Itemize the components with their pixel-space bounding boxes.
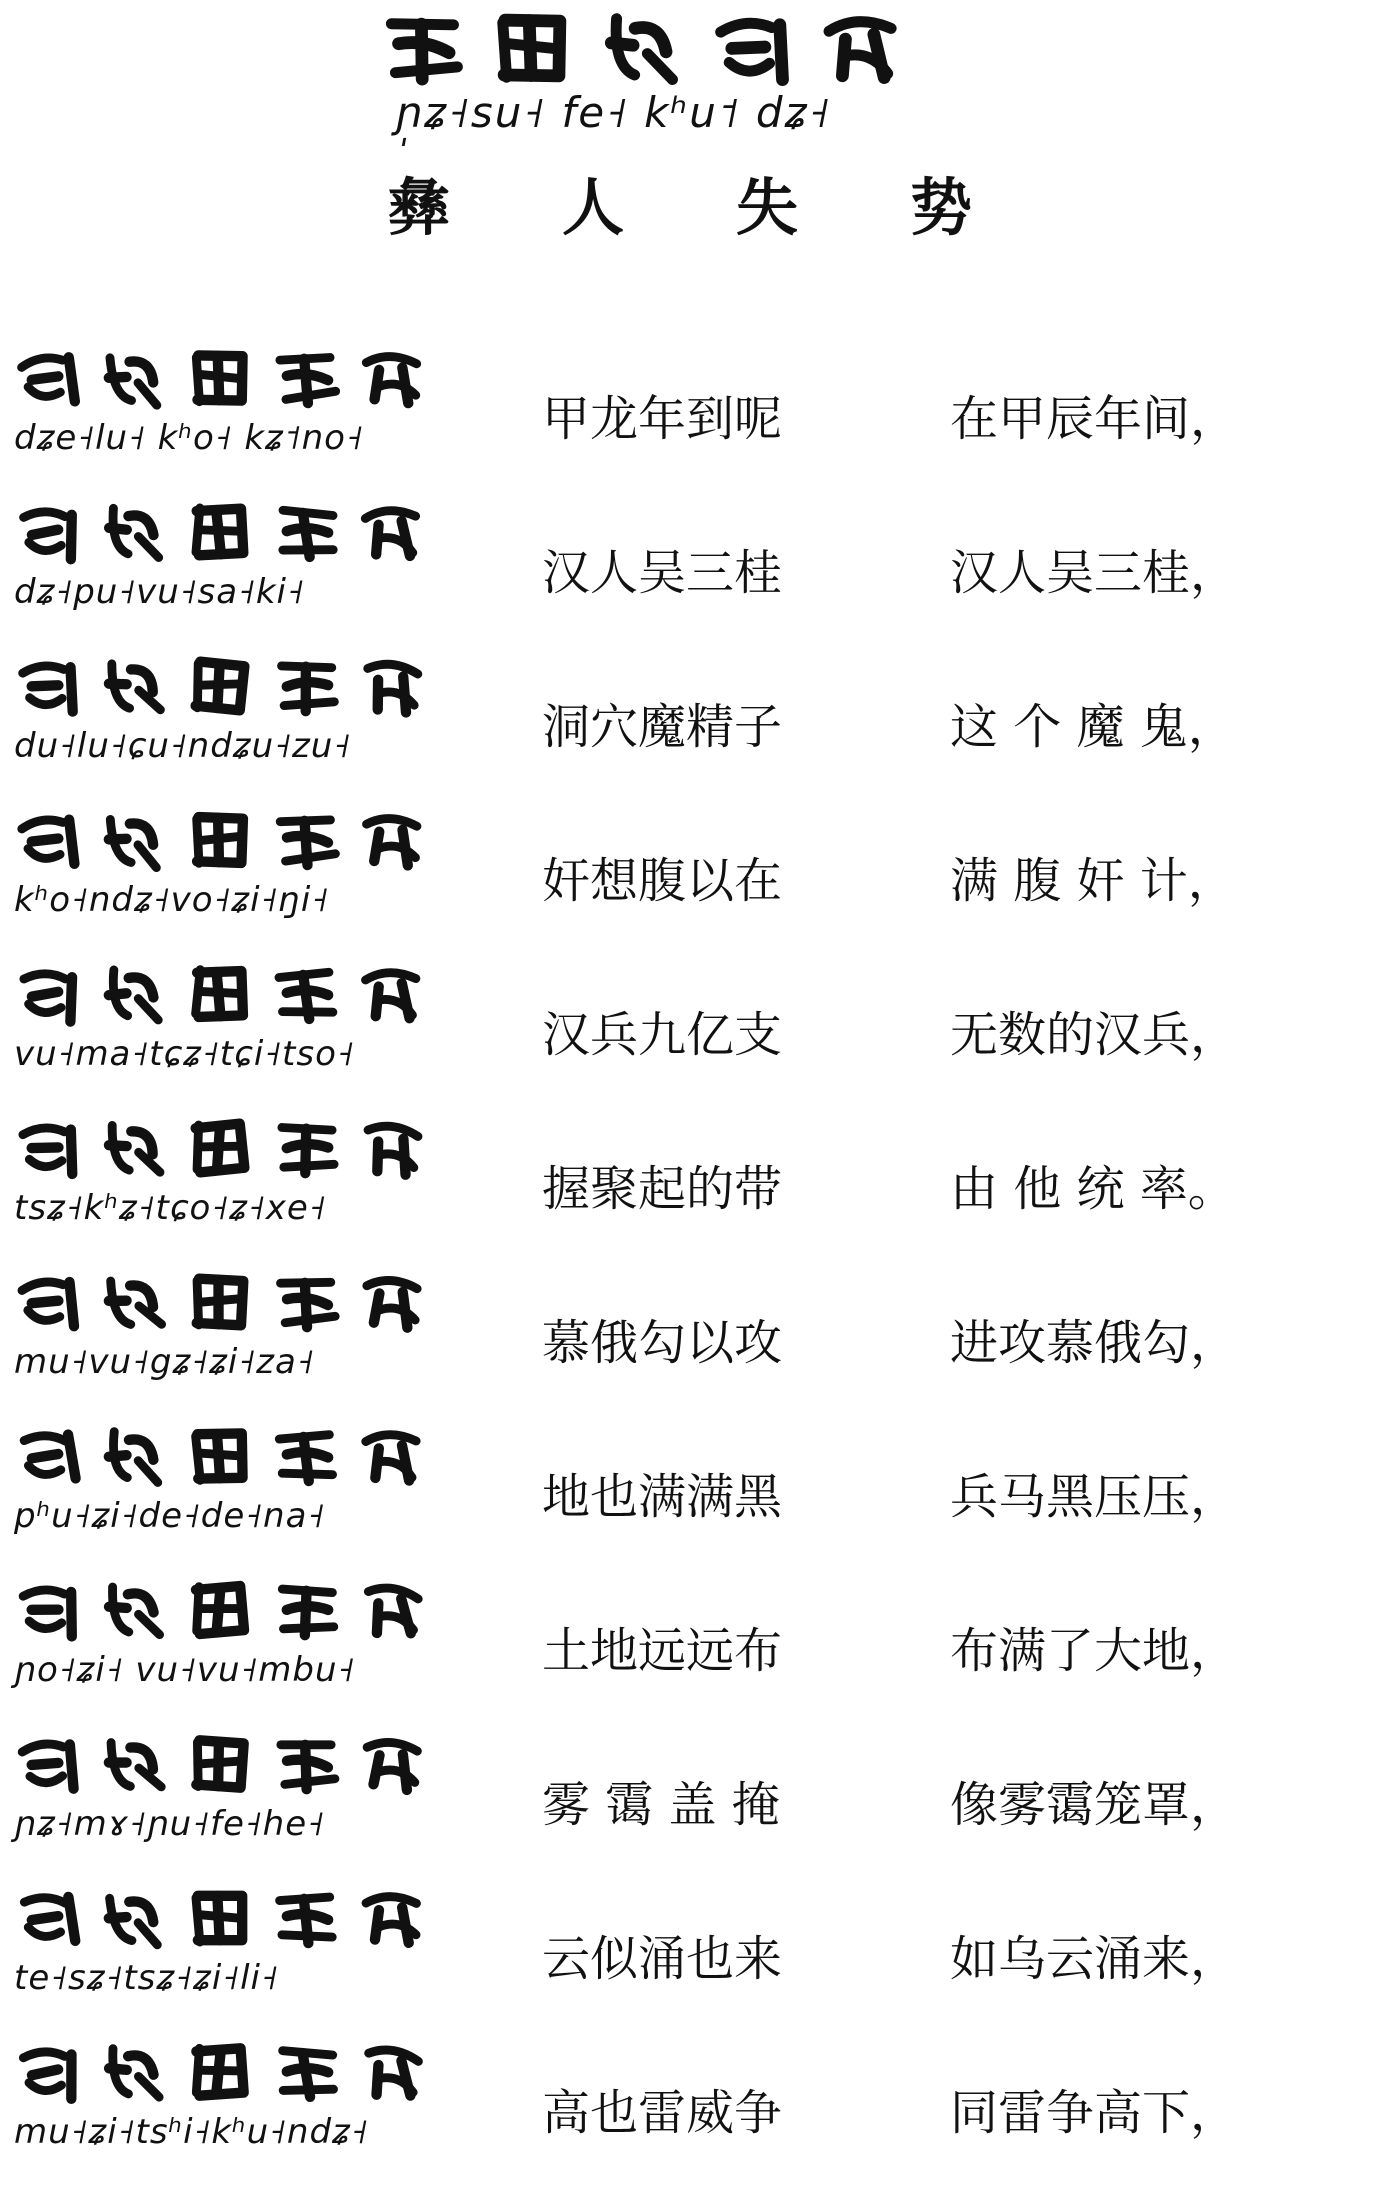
literal-translation: 云似涌也来 [542,1920,782,1989]
brush-stroke [28,1466,61,1475]
brush-stroke [24,1895,66,1906]
brush-stroke [402,521,410,557]
yi-glyph [358,960,426,1028]
phonetic-line: tsʑ˧kʰʑ˧tɕo˧ʑ˧xe˧ [14,1188,454,1228]
brush-stroke [109,684,127,685]
literal-translation: 握聚起的带 [542,1150,782,1219]
title-char: 失 [736,158,798,247]
poem-header [0,0,1392,260]
yi-glyph [14,806,82,874]
brush-stroke [367,1742,417,1751]
phonetic-line: mu˧vu˧gʑ˧ʑi˧za˧ [14,1342,454,1382]
brush-stroke [304,359,308,403]
yi-script-block [14,1882,454,2032]
yi-glyph [272,1114,340,1182]
brush-stroke [68,1434,76,1478]
brush-stroke [30,695,63,705]
free-translation: 在甲辰年间， [950,380,1238,449]
brush-stroke [69,1592,74,1636]
brush-stroke [29,1620,62,1629]
yi-glyph [100,1422,168,1490]
yi-glyph [14,1422,82,1490]
phonetic-line: kʰo˧ndʑ˧vo˧ʑi˧ŋi˧ [14,880,454,920]
brush-stroke [109,528,127,530]
free-translation: 进攻慕俄勾， [950,1304,1238,1373]
verse-row [0,2034,1392,2188]
literal-translation: 雾 霭 盖 掩 [542,1766,780,1835]
yi-glyph [100,2038,168,2106]
brush-stroke [109,1607,127,1608]
brush-stroke [303,975,309,1019]
brush-stroke [109,1455,127,1457]
brush-stroke [366,356,417,366]
yi-glyph [358,1576,426,1644]
brush-stroke [69,1130,74,1174]
yi-glyph [820,6,904,90]
yi-glyph-group [14,1574,454,1646]
phonetic-line: dʑ˧pu˧vu˧sa˧ki˧ [14,572,454,612]
title-char: 彝 [388,158,450,247]
yi-glyph [186,960,254,1028]
yi-glyph [186,344,254,412]
brush-stroke [216,510,221,554]
verse-row [0,1572,1392,1726]
verse-row [0,340,1392,494]
yi-glyph [272,344,340,412]
brush-stroke [129,823,153,844]
verse-row [0,802,1392,956]
yi-glyph [186,652,254,720]
yi-glyph [100,1576,168,1644]
brush-stroke [130,361,154,382]
yi-glyph-group [14,1728,454,1800]
brush-stroke [218,356,220,400]
brush-stroke [109,993,127,995]
yi-glyph [14,1114,82,1182]
brush-stroke [23,1590,65,1597]
brush-stroke [367,1280,417,1288]
phonetic-line: vu˧ma˧tɕʑ˧tɕi˧tso˧ [14,1034,454,1074]
free-translation: 满 腹 奸 计， [950,842,1236,911]
yi-glyph [600,6,684,90]
yi-glyph-group [14,496,454,568]
yi-glyph [186,498,254,566]
brush-stroke [67,977,75,1021]
phonetic-line: dʑe˧lu˧ kʰo˧ kʑ˦no˧ [14,418,454,458]
literal-translation: 土地远远布 [542,1612,782,1681]
brush-stroke [304,1745,309,1789]
yi-glyph [186,1730,254,1798]
brush-stroke [109,2068,127,2070]
yi-glyph [100,1884,168,1952]
brush-stroke [647,54,673,80]
brush-stroke [402,1445,409,1481]
yi-glyph [272,498,340,566]
brush-stroke [874,34,884,78]
yi-glyph [14,1730,82,1798]
yi-glyph [186,1114,254,1182]
yi-glyph [358,498,426,566]
literal-translation: 地也满满黑 [542,1458,782,1527]
yi-glyph [272,806,340,874]
brush-stroke [68,2054,74,2098]
brush-stroke [402,1907,409,1943]
free-translation: 像雾霭笼罩， [950,1766,1238,1835]
yi-glyph [100,1268,168,1336]
brush-stroke [304,1437,309,1481]
free-translation: 同雷争高下， [950,2074,1238,2143]
brush-stroke [32,992,59,997]
literal-translation: 高也雷威争 [542,2074,782,2143]
yi-glyph [14,1268,82,1336]
yi-glyph [100,498,168,566]
yi-glyph [358,806,426,874]
free-translation: 如乌云涌来， [950,1920,1238,1989]
yi-glyph [272,1730,340,1798]
brush-stroke [69,357,75,401]
brush-stroke [218,818,219,862]
title-char: 人 [562,158,624,247]
verse-row [0,1110,1392,1264]
brush-stroke [217,1588,221,1632]
brush-stroke [304,1283,308,1327]
verse-row [0,648,1392,802]
yi-glyph [710,6,794,90]
brush-stroke [138,2076,159,2097]
brush-stroke [32,839,59,842]
yi-glyph [100,960,168,1028]
literal-translation: 慕俄勾以攻 [542,1304,782,1373]
yi-glyph [272,960,340,1028]
yi-glyph [380,6,464,90]
free-translation: 无数的汉兵， [950,996,1238,1065]
brush-stroke [22,1743,64,1752]
literal-translation: 奸想腹以在 [542,842,782,911]
yi-glyph [272,652,340,720]
brush-stroke [29,2082,62,2091]
brush-stroke [729,60,770,73]
brush-stroke [218,1742,219,1786]
yi-glyph [358,652,426,720]
yi-glyph [272,1576,340,1644]
brush-stroke [69,819,74,863]
yi-script-block [14,1112,454,1262]
yi-glyph-group [14,342,454,414]
yi-glyph [14,2038,82,2106]
brush-stroke [828,18,891,35]
brush-stroke [303,513,310,557]
yi-script-block [14,1728,454,1878]
yi-glyph-group [14,1420,454,1492]
brush-stroke [217,1126,220,1170]
brush-stroke [21,356,63,367]
brush-stroke [29,1158,62,1168]
yi-glyph [358,1268,426,1336]
brush-stroke [779,25,784,80]
yi-glyph [358,2038,426,2106]
brush-stroke [365,970,416,983]
brush-stroke [129,1901,153,1922]
yi-glyph [186,1268,254,1336]
brush-stroke [109,1917,127,1918]
yi-glyph [272,2038,340,2106]
literal-translation: 洞穴魔精子 [542,688,782,757]
brush-stroke [402,368,408,403]
brush-stroke [30,1773,63,1785]
brush-stroke [23,1128,64,1135]
phonetic-line: ɲʑ˧mɤ˧ɲu˧fe˧he˧ [14,1804,454,1844]
yi-glyph [272,1422,340,1490]
brush-stroke [217,972,221,1016]
brush-stroke [32,1607,59,1613]
brush-stroke [32,376,59,379]
yi-glyph [186,1576,254,1644]
brush-stroke [24,511,66,520]
brush-stroke [217,1434,220,1478]
brush-stroke [303,667,309,711]
brush-stroke [24,1434,66,1444]
brush-stroke [32,2069,59,2075]
brush-stroke [68,515,75,559]
yi-script-block [14,958,454,1108]
title-char: 势 [910,158,972,247]
yi-glyph [490,6,574,90]
brush-stroke [304,1899,309,1943]
yi-glyph [14,652,82,720]
brush-stroke [32,530,59,535]
brush-stroke [402,983,410,1019]
yi-glyph-group [14,650,454,722]
yi-glyph [14,1576,82,1644]
brush-stroke [69,1282,74,1326]
yi-glyph [14,1884,82,1952]
yi-glyph [100,652,168,720]
brush-stroke [732,45,765,51]
brush-stroke [365,508,416,521]
brush-stroke [22,1281,64,1291]
yi-glyph [186,806,254,874]
brush-stroke [32,1916,59,1920]
brush-stroke [70,1744,74,1788]
verse-row [0,1726,1392,1880]
brush-stroke [23,666,65,673]
phonetic-line: mu˧ʑi˧tsʰi˧kʰu˧ndʑ˧ [14,2112,454,2152]
yi-glyph [358,344,426,412]
brush-stroke [721,23,772,32]
yi-glyph [14,498,82,566]
phonetic-line: te˧sʑ˧tsʑ˧ʑi˧li˧ [14,1958,454,1998]
yi-script-block [14,342,454,492]
brush-stroke [27,1310,60,1322]
free-translation: 汉人吴三桂， [950,534,1238,603]
brush-stroke [68,1897,75,1941]
yi-glyph [186,1884,254,1952]
brush-stroke [129,1439,153,1461]
literal-translation: 汉人吴三桂 [542,534,782,603]
title-phonetic: ɲ̩ʑ˧su˧ fe˧ kʰu˦ dʑ˧ [395,88,831,137]
brush-stroke [29,542,62,550]
brush-stroke [139,1614,160,1635]
brush-stroke [109,839,127,840]
brush-stroke [611,43,633,45]
yi-glyph-group [14,804,454,876]
literal-translation: 甲龙年到呢 [542,380,782,449]
free-translation: 这 个 魔 鬼， [950,688,1236,757]
brush-stroke [368,2048,419,2061]
yi-glyph [272,1884,340,1952]
brush-stroke [368,1586,419,1599]
brush-stroke [216,2050,221,2094]
yi-script-block [14,1420,454,1570]
phonetic-line: pʰu˧ʑi˧de˧de˧na˧ [14,1496,454,1536]
yi-glyph [186,1422,254,1490]
brush-stroke [32,1300,59,1303]
yi-glyph [272,1268,340,1336]
free-translation: 兵马黑压压， [950,1458,1238,1527]
brush-stroke [401,2060,410,2096]
yi-script-block [14,496,454,646]
brush-stroke [305,821,308,865]
yi-script-block [14,2036,454,2186]
yi-glyph-group [14,1112,454,1184]
brush-stroke [24,972,66,982]
brush-stroke [21,819,63,829]
verse-row [0,1880,1392,2034]
brush-stroke [401,1292,408,1328]
brush-stroke [23,2051,65,2059]
brush-stroke [368,663,419,674]
brush-stroke [32,1762,59,1766]
brush-stroke [138,537,159,558]
brush-stroke [217,664,219,708]
brush-stroke [366,818,416,827]
title-chinese [388,158,972,247]
brush-stroke [28,1004,61,1013]
yi-script-block [14,1266,454,1416]
verse-row [0,494,1392,648]
yi-title-glyphs [380,6,904,90]
yi-glyph [14,960,82,1028]
brush-stroke [28,1927,61,1937]
yi-glyph-group [14,1882,454,1954]
free-translation: 由 他 统 率。 [950,1150,1236,1219]
yi-glyph [100,1730,168,1798]
brush-stroke [70,667,74,711]
brush-stroke [400,1139,410,1175]
brush-stroke [368,1125,419,1137]
literal-translation: 汉兵九亿支 [542,996,782,1065]
free-translation: 布满了大地， [950,1612,1238,1681]
phonetic-line: ɲo˧ʑi˧ vu˧vu˧mbu˧ [14,1650,454,1690]
yi-glyph [14,344,82,412]
yi-glyph [358,1884,426,1952]
phonetic-line: du˧lu˧ɕu˧ndʑu˧zu˧ [14,726,454,766]
yi-glyph-group [14,2036,454,2108]
brush-stroke [27,849,60,860]
yi-script-block [14,804,454,954]
brush-stroke [109,377,127,378]
brush-stroke [302,1129,309,1173]
brush-stroke [302,1591,310,1635]
yi-script-block [14,1574,454,1724]
brush-stroke [217,1896,219,1940]
yi-glyph-group [14,1266,454,1338]
verse-row [0,956,1392,1110]
brush-stroke [419,24,426,79]
verse-row [0,1264,1392,1418]
brush-stroke [402,830,409,866]
brush-stroke [32,683,59,688]
brush-stroke [401,1754,409,1790]
verse-row [0,1418,1392,1572]
yi-glyph [100,1114,168,1182]
yi-glyph [186,2038,254,2106]
brush-stroke [400,677,409,713]
yi-glyph [100,806,168,874]
verse-list [0,340,1392,2188]
brush-stroke [32,1145,59,1150]
brush-stroke [529,21,531,76]
brush-stroke [365,1433,416,1445]
brush-stroke [28,387,61,397]
yi-script-block [14,650,454,800]
yi-glyph [100,344,168,412]
brush-stroke [401,1598,411,1634]
brush-stroke [366,1895,417,1906]
yi-glyph [358,1422,426,1490]
yi-glyph-group [14,958,454,1030]
yi-glyph [358,1114,426,1182]
brush-stroke [109,1145,127,1146]
brush-stroke [32,1454,59,1458]
yi-glyph [358,1730,426,1798]
